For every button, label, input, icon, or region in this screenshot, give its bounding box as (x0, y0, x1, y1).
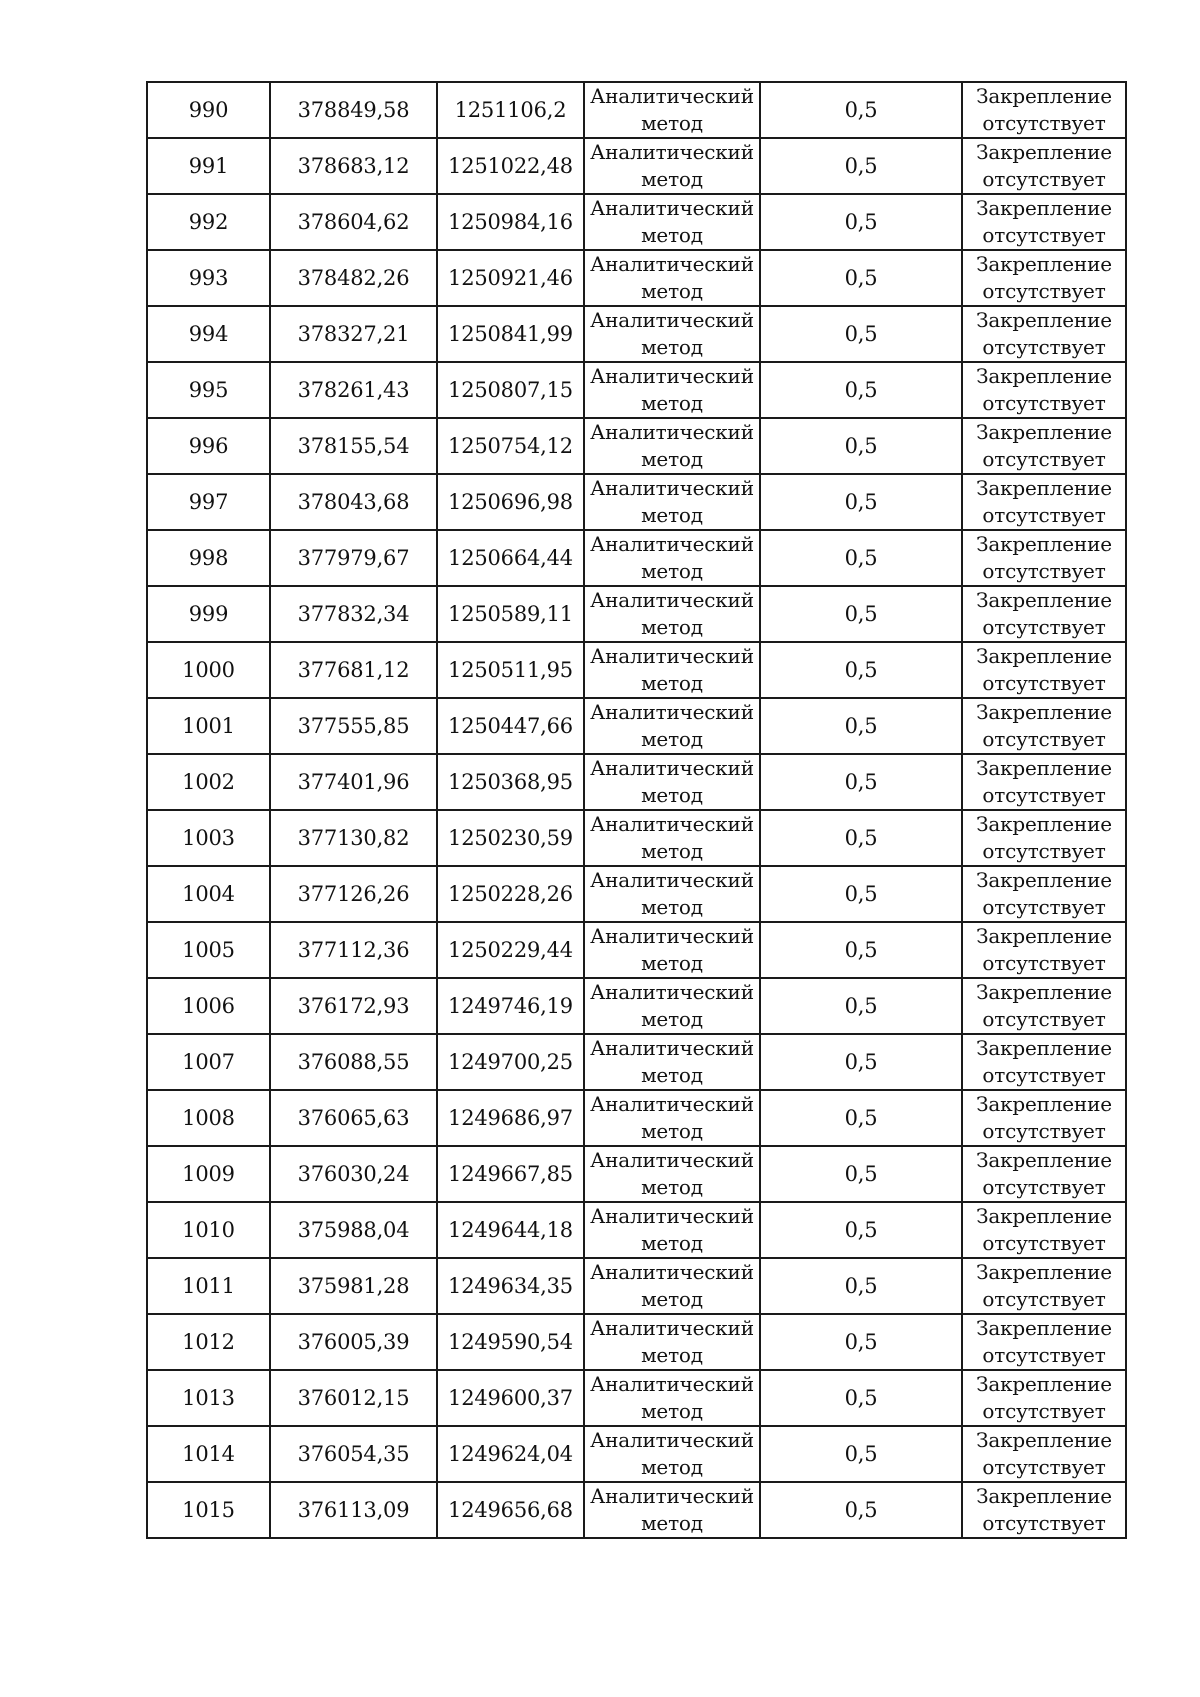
point-number-cell: 1000 (147, 642, 270, 698)
table-row (147, 642, 1126, 698)
fixation-cell (962, 978, 1126, 1034)
method-cell (584, 1370, 760, 1426)
fixation-cell-line-2: отсутствует (982, 223, 1106, 247)
table-row (147, 922, 1126, 978)
fixation-cell (962, 138, 1126, 194)
method-cell (584, 1426, 760, 1482)
point-number-cell: 1003 (147, 810, 270, 866)
point-number-cell: 1011 (147, 1258, 270, 1314)
table-row (147, 1426, 1126, 1482)
method-cell-line-1: Аналитический (590, 252, 754, 276)
y-coordinate-cell: 1249590,54 (437, 1314, 584, 1370)
y-coordinate-cell: 1251106,2 (437, 82, 584, 138)
y-coordinate-cell: 1250696,98 (437, 474, 584, 530)
fixation-cell-line-2: отсутствует (982, 279, 1106, 303)
method-cell (584, 866, 760, 922)
fixation-cell (962, 1482, 1126, 1538)
y-coordinate-cell: 1250841,99 (437, 306, 584, 362)
y-coordinate-cell: 1250228,26 (437, 866, 584, 922)
fixation-cell (962, 82, 1126, 138)
method-cell (584, 474, 760, 530)
accuracy-cell: 0,5 (760, 306, 962, 362)
fixation-cell (962, 1258, 1126, 1314)
method-cell-line-2: метод (641, 895, 703, 919)
table-row (147, 978, 1126, 1034)
method-cell (584, 1146, 760, 1202)
accuracy-cell: 0,5 (760, 1202, 962, 1258)
x-coordinate-cell: 378604,62 (270, 194, 437, 250)
y-coordinate-cell: 1249686,97 (437, 1090, 584, 1146)
method-cell-line-1: Аналитический (590, 1316, 754, 1340)
method-cell-line-1: Аналитический (590, 1260, 754, 1284)
x-coordinate-cell: 376030,24 (270, 1146, 437, 1202)
method-cell-line-2: метод (641, 1063, 703, 1087)
fixation-cell-line-1: Закрепление (976, 756, 1112, 780)
fixation-cell-line-2: отсутствует (982, 559, 1106, 583)
x-coordinate-cell: 378683,12 (270, 138, 437, 194)
method-cell-line-2: метод (641, 839, 703, 863)
x-coordinate-cell: 378327,21 (270, 306, 437, 362)
y-coordinate-cell: 1250589,11 (437, 586, 584, 642)
fixation-cell-line-1: Закрепление (976, 1428, 1112, 1452)
fixation-cell-line-2: отсутствует (982, 167, 1106, 191)
fixation-cell-line-1: Закрепление (976, 140, 1112, 164)
accuracy-cell: 0,5 (760, 586, 962, 642)
accuracy-cell: 0,5 (760, 1370, 962, 1426)
method-cell-line-2: метод (641, 447, 703, 471)
method-cell-line-1: Аналитический (590, 196, 754, 220)
x-coordinate-cell: 376065,63 (270, 1090, 437, 1146)
point-number-cell: 1009 (147, 1146, 270, 1202)
fixation-cell-line-1: Закрепление (976, 364, 1112, 388)
method-cell-line-1: Аналитический (590, 700, 754, 724)
y-coordinate-cell: 1249656,68 (437, 1482, 584, 1538)
fixation-cell-line-2: отсутствует (982, 727, 1106, 751)
point-number-cell: 1004 (147, 866, 270, 922)
method-cell-line-2: метод (641, 111, 703, 135)
fixation-cell (962, 586, 1126, 642)
fixation-cell-line-1: Закрепление (976, 532, 1112, 556)
method-cell-line-2: метод (641, 1231, 703, 1255)
fixation-cell (962, 754, 1126, 810)
x-coordinate-cell: 378482,26 (270, 250, 437, 306)
accuracy-cell: 0,5 (760, 1314, 962, 1370)
point-number-cell: 1013 (147, 1370, 270, 1426)
method-cell-line-2: метод (641, 559, 703, 583)
x-coordinate-cell: 377555,85 (270, 698, 437, 754)
table-row (147, 530, 1126, 586)
method-cell (584, 754, 760, 810)
y-coordinate-cell: 1249700,25 (437, 1034, 584, 1090)
accuracy-cell: 0,5 (760, 1146, 962, 1202)
fixation-cell-line-2: отсутствует (982, 615, 1106, 639)
x-coordinate-cell: 376005,39 (270, 1314, 437, 1370)
fixation-cell-line-1: Закрепление (976, 308, 1112, 332)
table-row (147, 306, 1126, 362)
method-cell (584, 1482, 760, 1538)
fixation-cell (962, 1090, 1126, 1146)
method-cell-line-1: Аналитический (590, 1484, 754, 1508)
method-cell-line-1: Аналитический (590, 420, 754, 444)
method-cell-line-2: метод (641, 503, 703, 527)
accuracy-cell: 0,5 (760, 754, 962, 810)
method-cell-line-2: метод (641, 335, 703, 359)
fixation-cell-line-2: отсутствует (982, 839, 1106, 863)
point-number-cell: 1005 (147, 922, 270, 978)
table-row (147, 1482, 1126, 1538)
fixation-cell (962, 810, 1126, 866)
table-row (147, 586, 1126, 642)
y-coordinate-cell: 1249624,04 (437, 1426, 584, 1482)
fixation-cell (962, 642, 1126, 698)
x-coordinate-cell: 378849,58 (270, 82, 437, 138)
table-row (147, 1258, 1126, 1314)
x-coordinate-cell: 378261,43 (270, 362, 437, 418)
method-cell-line-2: метод (641, 671, 703, 695)
fixation-cell-line-1: Закрепление (976, 1372, 1112, 1396)
accuracy-cell: 0,5 (760, 1426, 962, 1482)
fixation-cell-line-2: отсутствует (982, 1063, 1106, 1087)
method-cell-line-1: Аналитический (590, 532, 754, 556)
table-row (147, 1314, 1126, 1370)
method-cell-line-1: Аналитический (590, 1036, 754, 1060)
fixation-cell-line-1: Закрепление (976, 1148, 1112, 1172)
method-cell-line-2: метод (641, 223, 703, 247)
method-cell-line-1: Аналитический (590, 140, 754, 164)
x-coordinate-cell: 378155,54 (270, 418, 437, 474)
point-number-cell: 1015 (147, 1482, 270, 1538)
accuracy-cell: 0,5 (760, 82, 962, 138)
table-row (147, 250, 1126, 306)
method-cell (584, 418, 760, 474)
method-cell (584, 1034, 760, 1090)
table-row (147, 1202, 1126, 1258)
fixation-cell-line-2: отсутствует (982, 783, 1106, 807)
point-number-cell: 991 (147, 138, 270, 194)
accuracy-cell: 0,5 (760, 698, 962, 754)
method-cell-line-1: Аналитический (590, 980, 754, 1004)
method-cell-line-1: Аналитический (590, 476, 754, 500)
fixation-cell-line-2: отсутствует (982, 671, 1106, 695)
fixation-cell-line-2: отсутствует (982, 1343, 1106, 1367)
method-cell-line-1: Аналитический (590, 84, 754, 108)
point-number-cell: 997 (147, 474, 270, 530)
table-row (147, 698, 1126, 754)
fixation-cell-line-1: Закрепление (976, 868, 1112, 892)
method-cell (584, 698, 760, 754)
point-number-cell: 1002 (147, 754, 270, 810)
fixation-cell-line-2: отсутствует (982, 1007, 1106, 1031)
method-cell (584, 810, 760, 866)
y-coordinate-cell: 1249746,19 (437, 978, 584, 1034)
method-cell (584, 82, 760, 138)
method-cell-line-2: метод (641, 1511, 703, 1535)
y-coordinate-cell: 1250807,15 (437, 362, 584, 418)
method-cell-line-2: метод (641, 1007, 703, 1031)
coordinates-table (146, 81, 1127, 1539)
accuracy-cell: 0,5 (760, 922, 962, 978)
table-row (147, 138, 1126, 194)
method-cell-line-1: Аналитический (590, 644, 754, 668)
method-cell-line-2: метод (641, 1455, 703, 1479)
fixation-cell (962, 922, 1126, 978)
method-cell-line-2: метод (641, 391, 703, 415)
fixation-cell-line-2: отсутствует (982, 1399, 1106, 1423)
y-coordinate-cell: 1249634,35 (437, 1258, 584, 1314)
x-coordinate-cell: 378043,68 (270, 474, 437, 530)
x-coordinate-cell: 375981,28 (270, 1258, 437, 1314)
y-coordinate-cell: 1250921,46 (437, 250, 584, 306)
point-number-cell: 1008 (147, 1090, 270, 1146)
accuracy-cell: 0,5 (760, 810, 962, 866)
accuracy-cell: 0,5 (760, 418, 962, 474)
point-number-cell: 999 (147, 586, 270, 642)
fixation-cell-line-1: Закрепление (976, 980, 1112, 1004)
fixation-cell (962, 1370, 1126, 1426)
method-cell-line-1: Аналитический (590, 1428, 754, 1452)
method-cell (584, 250, 760, 306)
point-number-cell: 994 (147, 306, 270, 362)
method-cell-line-1: Аналитический (590, 868, 754, 892)
y-coordinate-cell: 1250229,44 (437, 922, 584, 978)
x-coordinate-cell: 376113,09 (270, 1482, 437, 1538)
y-coordinate-cell: 1249600,37 (437, 1370, 584, 1426)
fixation-cell (962, 530, 1126, 586)
y-coordinate-cell: 1250447,66 (437, 698, 584, 754)
x-coordinate-cell: 375988,04 (270, 1202, 437, 1258)
accuracy-cell: 0,5 (760, 138, 962, 194)
method-cell (584, 138, 760, 194)
fixation-cell-line-2: отсутствует (982, 1455, 1106, 1479)
fixation-cell (962, 1314, 1126, 1370)
table-row (147, 362, 1126, 418)
point-number-cell: 1012 (147, 1314, 270, 1370)
accuracy-cell: 0,5 (760, 866, 962, 922)
method-cell-line-1: Аналитический (590, 756, 754, 780)
table-row (147, 474, 1126, 530)
method-cell-line-2: метод (641, 279, 703, 303)
table-row (147, 1370, 1126, 1426)
fixation-cell (962, 1034, 1126, 1090)
point-number-cell: 995 (147, 362, 270, 418)
fixation-cell-line-1: Закрепление (976, 588, 1112, 612)
fixation-cell-line-1: Закрепление (976, 1260, 1112, 1284)
accuracy-cell: 0,5 (760, 1482, 962, 1538)
method-cell-line-2: метод (641, 615, 703, 639)
method-cell (584, 1314, 760, 1370)
fixation-cell (962, 474, 1126, 530)
fixation-cell-line-2: отсутствует (982, 1119, 1106, 1143)
fixation-cell-line-1: Закрепление (976, 1484, 1112, 1508)
method-cell (584, 586, 760, 642)
method-cell-line-1: Аналитический (590, 812, 754, 836)
point-number-cell: 998 (147, 530, 270, 586)
accuracy-cell: 0,5 (760, 362, 962, 418)
y-coordinate-cell: 1249667,85 (437, 1146, 584, 1202)
method-cell-line-1: Аналитический (590, 1148, 754, 1172)
accuracy-cell: 0,5 (760, 642, 962, 698)
method-cell (584, 978, 760, 1034)
table-row (147, 82, 1126, 138)
x-coordinate-cell: 376172,93 (270, 978, 437, 1034)
y-coordinate-cell: 1250368,95 (437, 754, 584, 810)
y-coordinate-cell: 1250984,16 (437, 194, 584, 250)
y-coordinate-cell: 1250664,44 (437, 530, 584, 586)
fixation-cell-line-2: отсутствует (982, 1287, 1106, 1311)
table-row (147, 1146, 1126, 1202)
method-cell-line-2: метод (641, 951, 703, 975)
point-number-cell: 1010 (147, 1202, 270, 1258)
point-number-cell: 993 (147, 250, 270, 306)
method-cell (584, 922, 760, 978)
fixation-cell (962, 306, 1126, 362)
method-cell (584, 1090, 760, 1146)
fixation-cell-line-1: Закрепление (976, 1316, 1112, 1340)
fixation-cell-line-1: Закрепление (976, 476, 1112, 500)
fixation-cell-line-2: отсутствует (982, 895, 1106, 919)
fixation-cell (962, 1202, 1126, 1258)
fixation-cell-line-1: Закрепление (976, 924, 1112, 948)
table-row (147, 1090, 1126, 1146)
x-coordinate-cell: 377130,82 (270, 810, 437, 866)
method-cell (584, 642, 760, 698)
method-cell-line-2: метод (641, 1287, 703, 1311)
y-coordinate-cell: 1250511,95 (437, 642, 584, 698)
accuracy-cell: 0,5 (760, 474, 962, 530)
point-number-cell: 1014 (147, 1426, 270, 1482)
y-coordinate-cell: 1249644,18 (437, 1202, 584, 1258)
x-coordinate-cell: 376054,35 (270, 1426, 437, 1482)
fixation-cell (962, 1146, 1126, 1202)
y-coordinate-cell: 1250754,12 (437, 418, 584, 474)
fixation-cell-line-1: Закрепление (976, 1092, 1112, 1116)
fixation-cell-line-1: Закрепление (976, 84, 1112, 108)
fixation-cell (962, 250, 1126, 306)
accuracy-cell: 0,5 (760, 194, 962, 250)
point-number-cell: 992 (147, 194, 270, 250)
point-number-cell: 1001 (147, 698, 270, 754)
fixation-cell-line-2: отсутствует (982, 111, 1106, 135)
method-cell-line-2: метод (641, 1175, 703, 1199)
coordinates-table-body (147, 82, 1126, 1538)
x-coordinate-cell: 377979,67 (270, 530, 437, 586)
point-number-cell: 1007 (147, 1034, 270, 1090)
x-coordinate-cell: 377112,36 (270, 922, 437, 978)
x-coordinate-cell: 377681,12 (270, 642, 437, 698)
fixation-cell-line-2: отсутствует (982, 1511, 1106, 1535)
method-cell-line-2: метод (641, 1399, 703, 1423)
table-row (147, 866, 1126, 922)
accuracy-cell: 0,5 (760, 978, 962, 1034)
fixation-cell-line-1: Закрепление (976, 700, 1112, 724)
method-cell-line-1: Аналитический (590, 588, 754, 612)
fixation-cell (962, 194, 1126, 250)
method-cell-line-2: метод (641, 783, 703, 807)
method-cell (584, 362, 760, 418)
method-cell-line-2: метод (641, 727, 703, 751)
fixation-cell-line-2: отсутствует (982, 447, 1106, 471)
accuracy-cell: 0,5 (760, 1258, 962, 1314)
fixation-cell-line-1: Закрепление (976, 196, 1112, 220)
method-cell-line-1: Аналитический (590, 1092, 754, 1116)
table-row (147, 194, 1126, 250)
fixation-cell-line-1: Закрепление (976, 252, 1112, 276)
y-coordinate-cell: 1251022,48 (437, 138, 584, 194)
fixation-cell (962, 1426, 1126, 1482)
fixation-cell (962, 418, 1126, 474)
fixation-cell-line-1: Закрепление (976, 812, 1112, 836)
point-number-cell: 990 (147, 82, 270, 138)
method-cell-line-1: Аналитический (590, 1204, 754, 1228)
accuracy-cell: 0,5 (760, 1090, 962, 1146)
table-row (147, 1034, 1126, 1090)
fixation-cell-line-1: Закрепление (976, 420, 1112, 444)
method-cell (584, 194, 760, 250)
method-cell-line-2: метод (641, 1119, 703, 1143)
table-row (147, 810, 1126, 866)
fixation-cell-line-2: отсутствует (982, 1231, 1106, 1255)
accuracy-cell: 0,5 (760, 250, 962, 306)
method-cell-line-1: Аналитический (590, 1372, 754, 1396)
x-coordinate-cell: 377401,96 (270, 754, 437, 810)
fixation-cell-line-1: Закрепление (976, 1204, 1112, 1228)
fixation-cell-line-1: Закрепление (976, 1036, 1112, 1060)
method-cell (584, 306, 760, 362)
fixation-cell-line-2: отсутствует (982, 1175, 1106, 1199)
y-coordinate-cell: 1250230,59 (437, 810, 584, 866)
fixation-cell-line-2: отсутствует (982, 391, 1106, 415)
method-cell-line-1: Аналитический (590, 308, 754, 332)
table-row (147, 754, 1126, 810)
x-coordinate-cell: 377126,26 (270, 866, 437, 922)
fixation-cell (962, 362, 1126, 418)
x-coordinate-cell: 377832,34 (270, 586, 437, 642)
table-row (147, 418, 1126, 474)
method-cell-line-1: Аналитический (590, 924, 754, 948)
method-cell-line-2: метод (641, 1343, 703, 1367)
method-cell (584, 1202, 760, 1258)
method-cell (584, 530, 760, 586)
accuracy-cell: 0,5 (760, 530, 962, 586)
accuracy-cell: 0,5 (760, 1034, 962, 1090)
point-number-cell: 1006 (147, 978, 270, 1034)
method-cell-line-2: метод (641, 167, 703, 191)
fixation-cell-line-2: отсутствует (982, 503, 1106, 527)
fixation-cell (962, 698, 1126, 754)
fixation-cell-line-1: Закрепление (976, 644, 1112, 668)
x-coordinate-cell: 376088,55 (270, 1034, 437, 1090)
fixation-cell-line-2: отсутствует (982, 951, 1106, 975)
method-cell (584, 1258, 760, 1314)
fixation-cell (962, 866, 1126, 922)
fixation-cell-line-2: отсутствует (982, 335, 1106, 359)
method-cell-line-1: Аналитический (590, 364, 754, 388)
x-coordinate-cell: 376012,15 (270, 1370, 437, 1426)
point-number-cell: 996 (147, 418, 270, 474)
